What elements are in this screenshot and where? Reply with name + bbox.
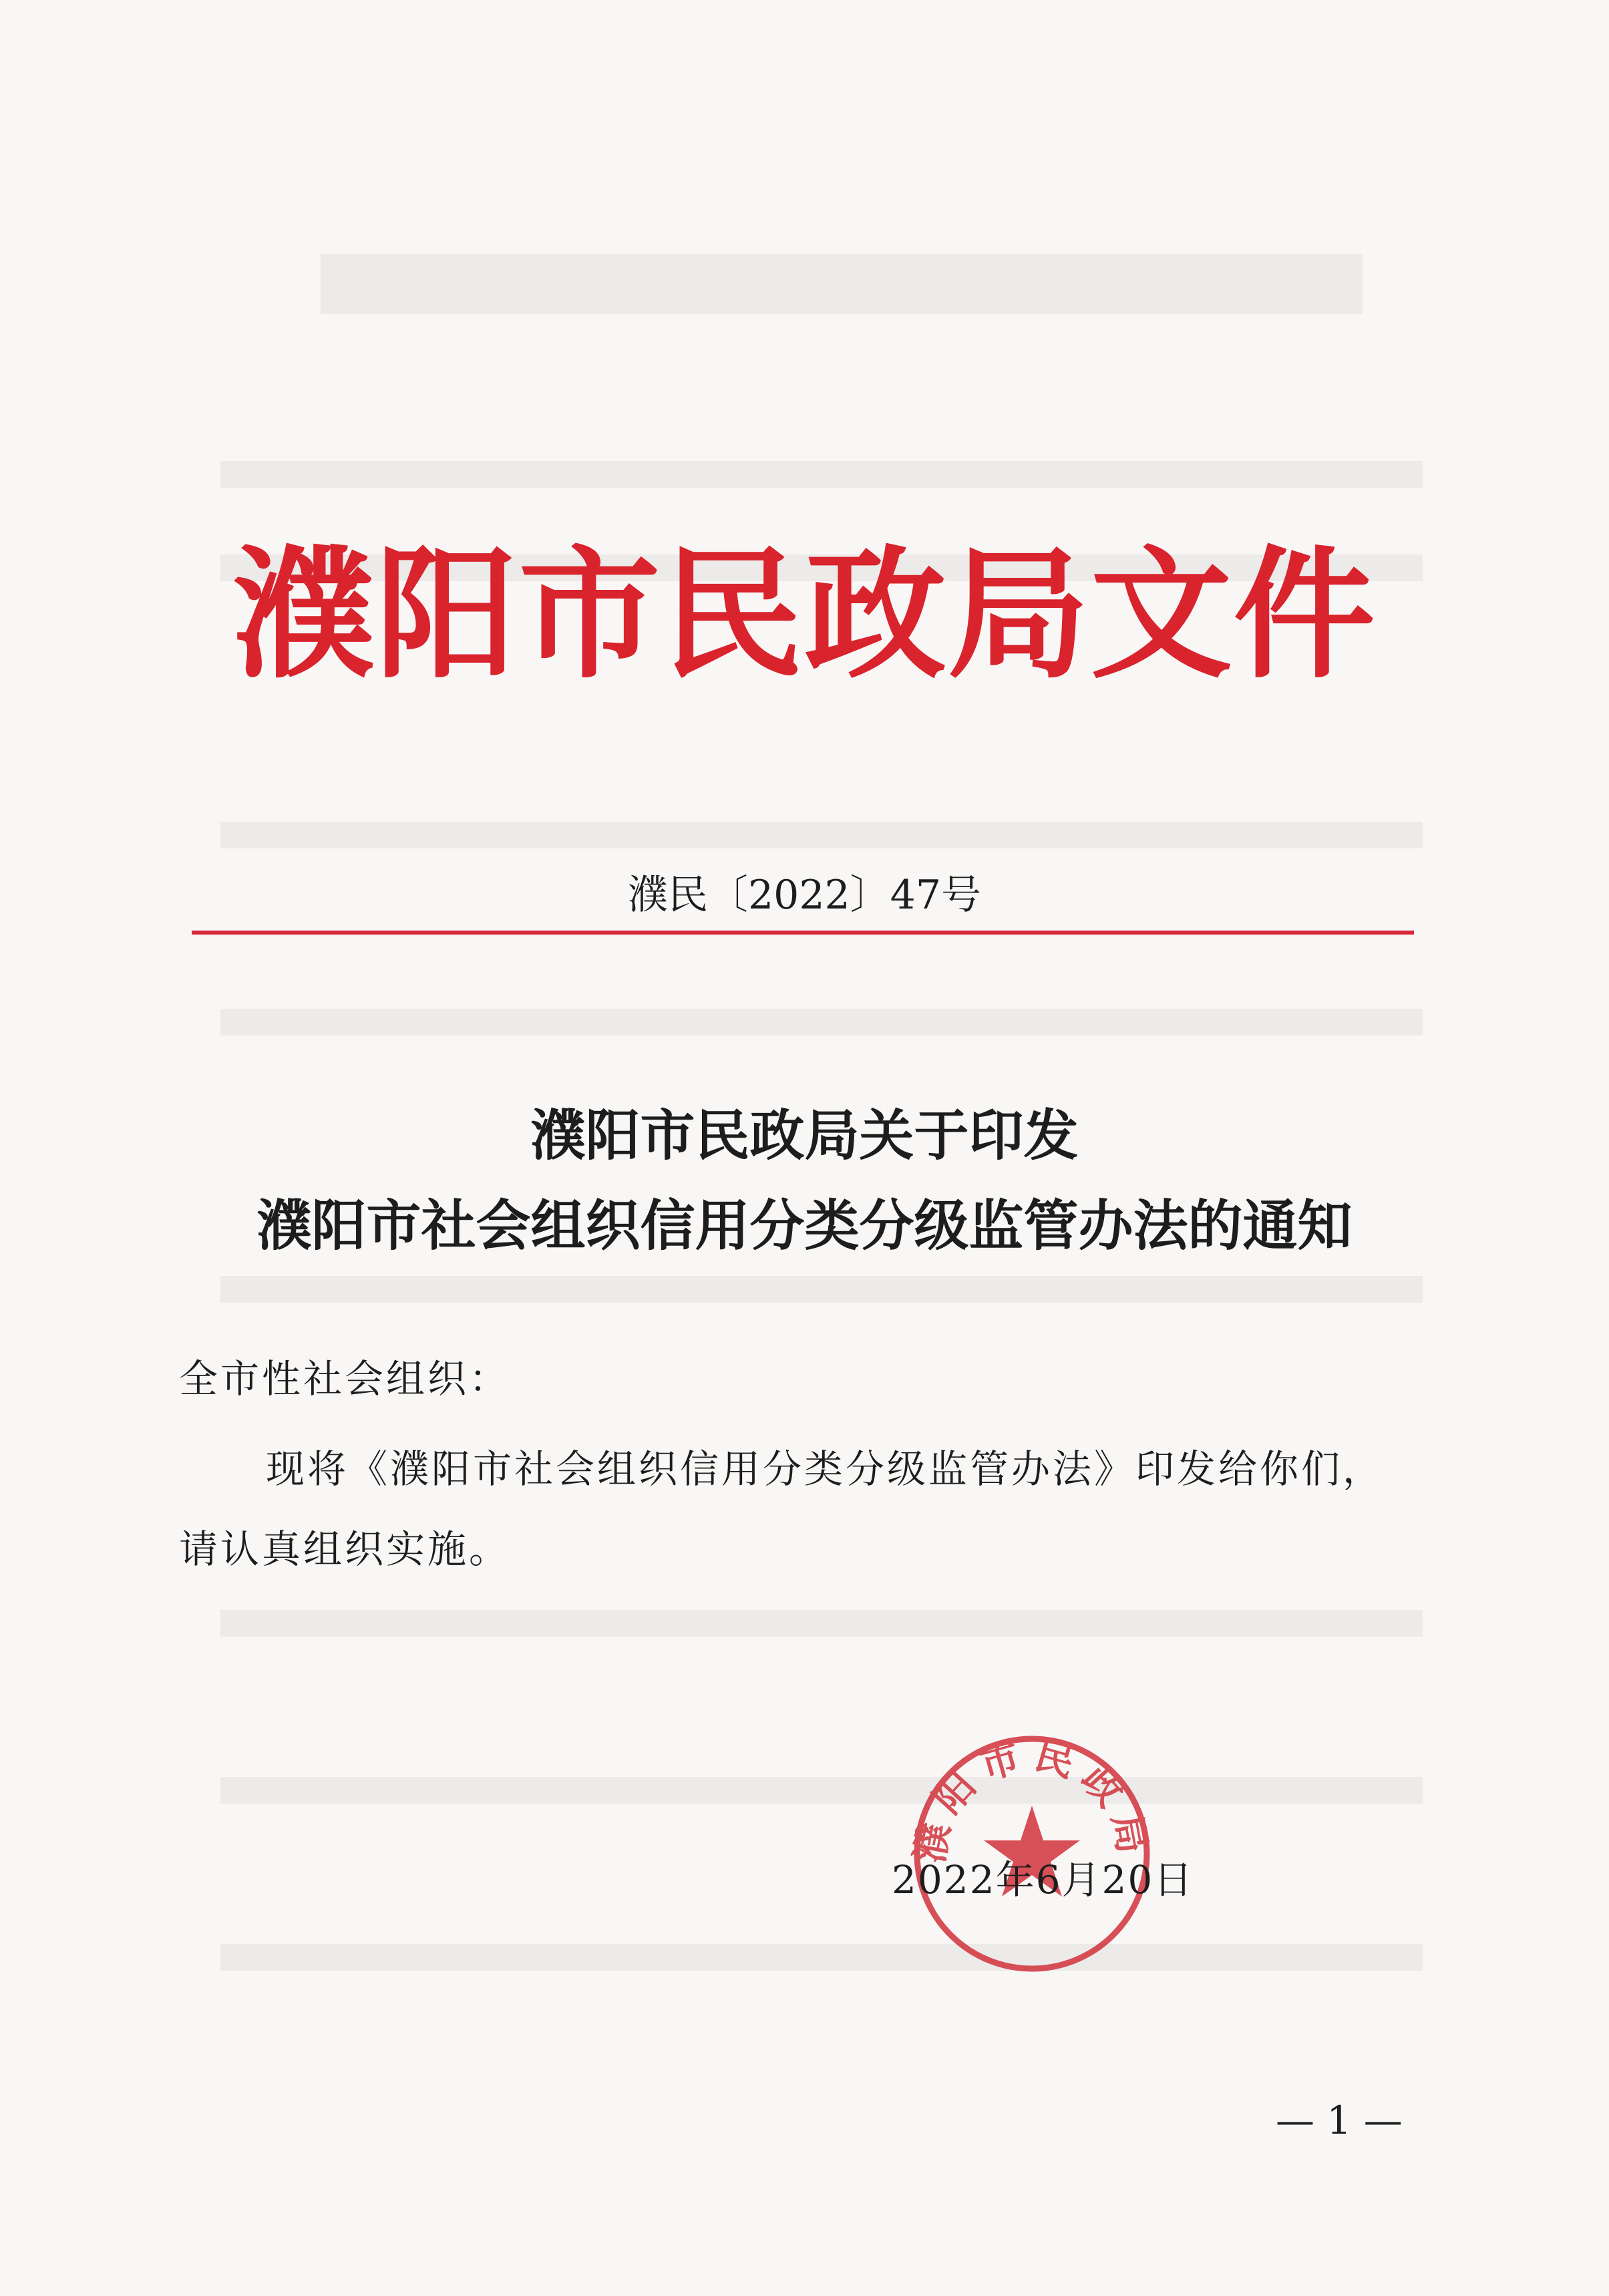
document-number: 濮民〔2022〕47号 [627,872,982,919]
body-line-1: 现将《濮阳市社会组织信用分类分级监管办法》印发给你们， [266,1446,1385,1492]
official-seal-stamp [905,1727,1159,1981]
svg-text:濮阳市民政局: 濮阳市民政局 [906,1732,1157,1866]
notice-title-line-2: 濮阳市社会组织信用分类分级监管办法的通知 [256,1194,1353,1258]
issue-date: 2022年6月20日 [892,1857,1194,1903]
header-red-rule [192,931,1414,935]
page-number: — 1 — [1276,2098,1403,2143]
notice-title-line-1: 濮阳市民政局关于印发 [530,1104,1079,1168]
body-line-2: 请认真组织实施。 [179,1526,511,1572]
salutation: 全市性社会组织： [179,1356,511,1402]
issuer-header: 濮阳市民政局文件 [232,532,1377,697]
